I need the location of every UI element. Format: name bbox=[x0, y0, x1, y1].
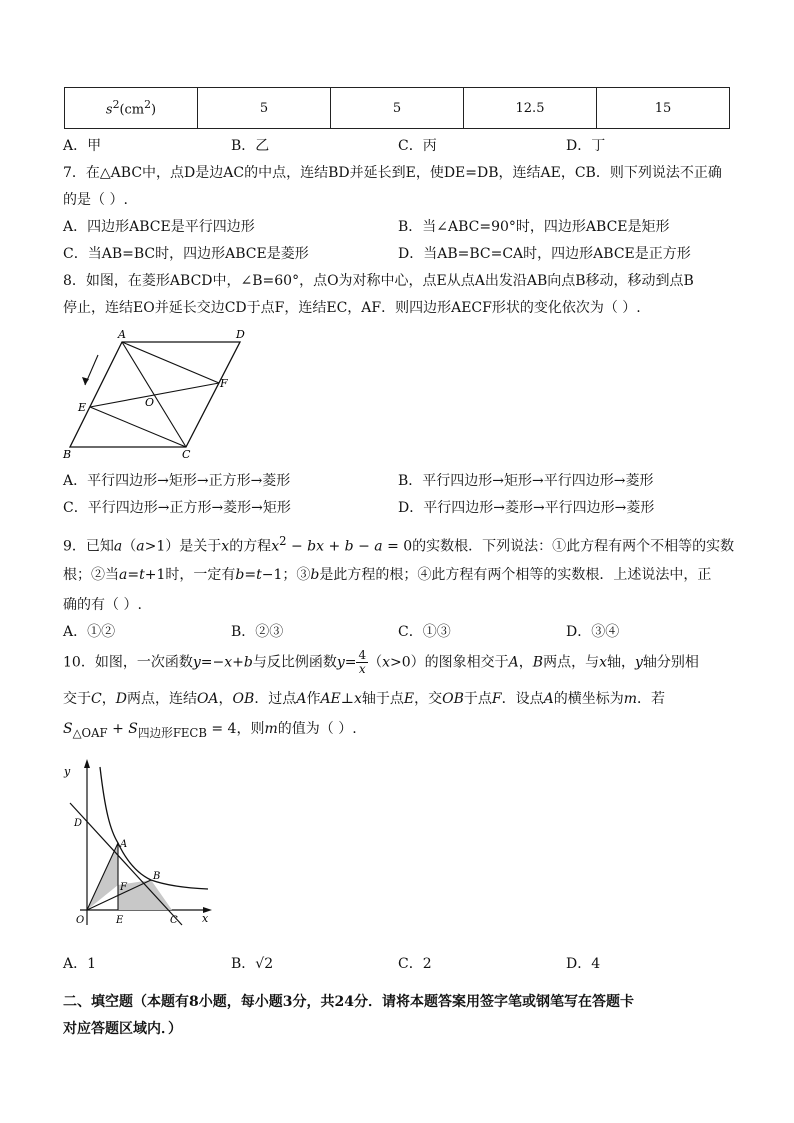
label-o: O bbox=[76, 915, 85, 926]
label-x: x bbox=[202, 912, 209, 925]
q10-option-c: C．2 bbox=[398, 956, 432, 972]
q9-stem-line2: 根；②当a=t+1时，一定有b=t−1；③b是此方程的根；④此方程有两个相等的实数根．上述说法中，正 bbox=[63, 567, 712, 583]
q6-option-c: C．丙 bbox=[398, 138, 437, 154]
q9-option-c: C．①③ bbox=[398, 624, 451, 640]
label-a: A bbox=[118, 328, 126, 341]
label-d: D bbox=[236, 328, 245, 341]
table-cell-4: 15 bbox=[597, 88, 730, 129]
q7-stem-line1: 7．在△ABC中，点D是边AC的中点，连结BD并延长到E，使DE=DB，连结AE，CB．则下列说法不正确 bbox=[63, 165, 722, 181]
q9-option-a: A．①② bbox=[63, 624, 116, 640]
label-f: F bbox=[220, 377, 228, 390]
q10-fraction bbox=[356, 649, 368, 676]
label-f: F bbox=[120, 882, 127, 893]
label-a: A bbox=[120, 839, 128, 850]
q8-stem-line1: 8．如图，在菱形ABCD中，∠B=60°，点O为对称中心，点E从点A出发沿AB向点B移动，移动到点B bbox=[63, 273, 694, 289]
function-graph-figure bbox=[60, 755, 220, 935]
q9-stem-line3: 确的有（ ）. bbox=[63, 597, 142, 613]
label-d: D bbox=[74, 818, 83, 829]
q10-option-b: B．√2 bbox=[231, 956, 274, 972]
q10-option-d: D．4 bbox=[566, 956, 601, 972]
label-y: y bbox=[64, 765, 71, 778]
q9-stem-line1: 9．已知a（a>1）是关于x的方程$x^2$ − bx + b − a = 0的实数根．下列说法：①此方程有两个不相等的实数 bbox=[63, 534, 735, 555]
q10-line1-post: （x>0）的图象相交于A，B两点，与x轴，y轴分别相 bbox=[368, 654, 699, 671]
section2-heading-line1: 二、填空题（本题有8小题，每小题3分，共24分．请将本题答案用签字笔或钢笔写在答题卡 bbox=[63, 994, 634, 1010]
q9-option-d: D．③④ bbox=[566, 624, 620, 640]
segment-ef bbox=[90, 383, 219, 407]
label-b: B bbox=[63, 448, 72, 460]
label-e: E bbox=[78, 401, 87, 414]
q6-option-b: B．乙 bbox=[231, 138, 270, 154]
fraction-numerator: 4 bbox=[358, 648, 367, 662]
table-cell-1: 5 bbox=[198, 88, 331, 129]
label-c: C bbox=[170, 915, 178, 926]
table-row-label: $s^2(cm^2)$ bbox=[65, 88, 198, 129]
q10-stem-line3: $S_{\triangle OAF} + S_{四边形FECB} = 4$，则m的值为（ ）. bbox=[63, 721, 357, 740]
fraction-denominator: x bbox=[358, 662, 366, 676]
q10-line1-pre: 10．如图，一次函数y=−x+b与反比例函数y= bbox=[63, 654, 357, 671]
table-cell-3: 12.5 bbox=[464, 88, 597, 129]
q6-option-a: A．甲 bbox=[63, 138, 102, 154]
table-cell-2: 5 bbox=[331, 88, 464, 129]
q7-stem-line2: 的是（ ）. bbox=[63, 192, 128, 208]
segment-af bbox=[122, 342, 219, 383]
label-b: B bbox=[153, 871, 161, 882]
q7-option-b: B．当∠ABC=90°时，四边形ABCE是矩形 bbox=[398, 219, 670, 235]
table-row bbox=[65, 88, 730, 129]
q8-option-d: D．平行四边形→菱形→平行四边形→菱形 bbox=[398, 500, 655, 516]
q9-option-b: B．②③ bbox=[231, 624, 284, 640]
q8-option-b: B．平行四边形→矩形→平行四边形→菱形 bbox=[398, 473, 654, 489]
label-c: C bbox=[182, 448, 191, 460]
q10-stem-line2: 交于C，D两点，连结OA，OB．过点A作AE⊥x轴于点E，交OB于点F．设点A的横坐标为m．若 bbox=[63, 691, 665, 707]
variance-table bbox=[64, 87, 730, 129]
q8-option-c: C．平行四边形→正方形→菱形→矩形 bbox=[63, 500, 291, 516]
q7-option-a: A．四边形ABCE是平行四边形 bbox=[63, 219, 255, 235]
section2-heading-line2: 对应答题区域内．） bbox=[63, 1021, 182, 1037]
q7-option-c: C．当AB=BC时，四边形ABCE是菱形 bbox=[63, 246, 309, 262]
y-axis-arrow bbox=[84, 759, 90, 768]
q8-option-a: A．平行四边形→矩形→正方形→菱形 bbox=[63, 473, 291, 489]
rhombus-figure bbox=[60, 325, 260, 460]
q10-stem-line1 bbox=[63, 649, 699, 676]
segment-ac bbox=[122, 342, 186, 447]
segment-ec bbox=[90, 407, 186, 447]
label-e: E bbox=[116, 915, 124, 926]
q7-option-d: D．当AB=BC=CA时，四边形ABCE是正方形 bbox=[398, 246, 691, 262]
q10-option-a: A．1 bbox=[63, 956, 97, 972]
label-o: O bbox=[145, 396, 155, 409]
q8-stem-line2: 停止，连结EO并延长交边CD于点F，连结EC，AF．则四边形AECF形状的变化依次为（ ）. bbox=[63, 300, 641, 316]
q6-option-d: D．丁 bbox=[566, 138, 606, 154]
